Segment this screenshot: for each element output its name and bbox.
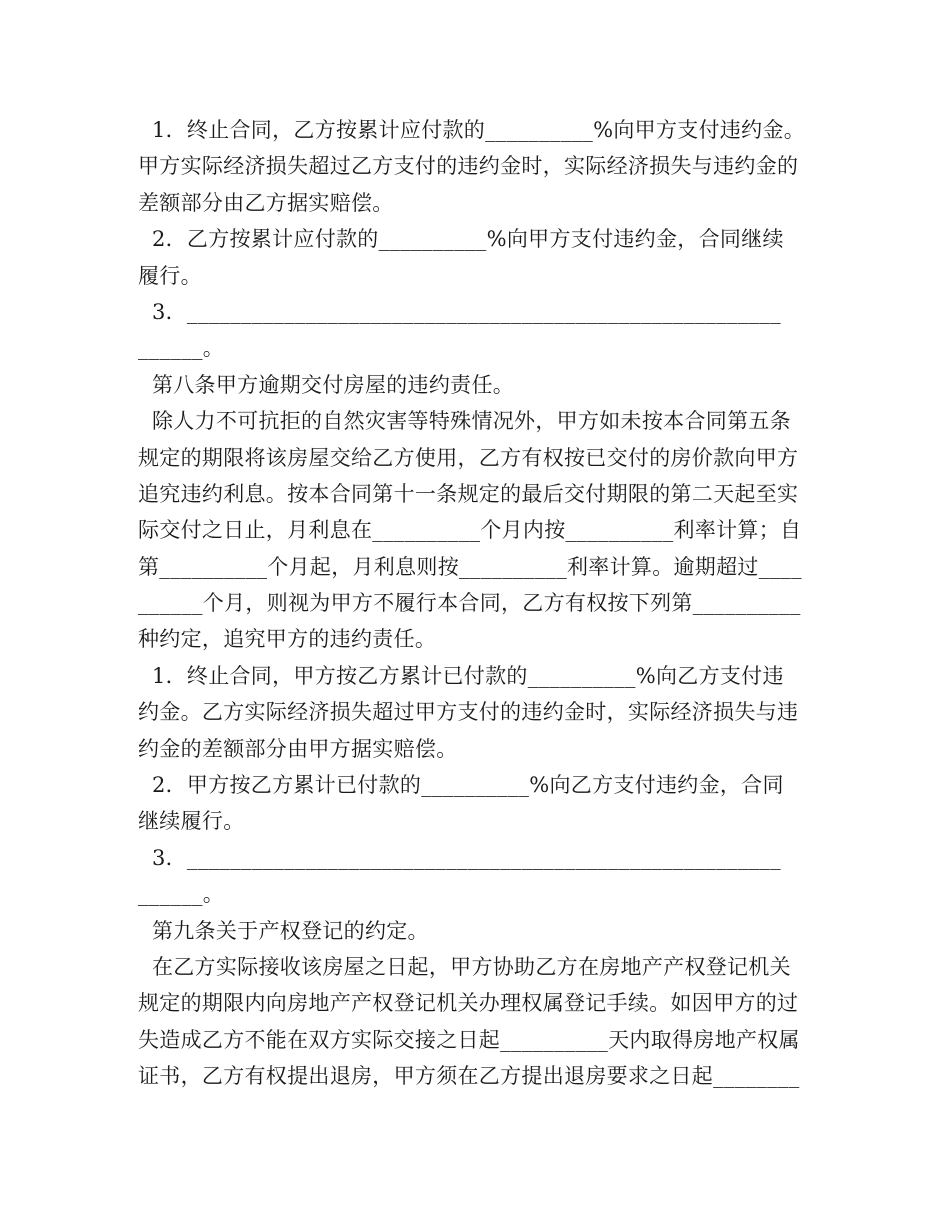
text-line: 履行。 (138, 263, 202, 288)
text-line: 3．_______________________________________________________ (138, 845, 781, 870)
text-line: 际交付之日止，月利息在__________个月内按__________利率计算；自 (138, 518, 802, 543)
text-line: 差额部分由乙方据实赔偿。 (138, 190, 394, 215)
text-line: ______。 (138, 336, 225, 361)
text-line: 约金的差额部分由甲方据实赔偿。 (138, 736, 458, 761)
text-line: 甲方实际经济损失超过乙方支付的违约金时，实际经济损失与违约金的 (138, 154, 799, 179)
text-line: 除人力不可抗拒的自然灾害等特殊情况外，甲方如未按本合同第五条 (138, 409, 791, 434)
document-body (138, 112, 814, 1095)
text-line: 3．_______________________________________________________ (138, 299, 781, 324)
text-line: 失造成乙方不能在双方实际交接之日起__________天内取得房地产权属 (138, 1027, 800, 1052)
text-line: 1．终止合同，甲方按乙方累计已付款的__________%向乙方支付违 (138, 663, 784, 688)
text-line: 规定的期限将该房屋交给乙方使用，乙方有权按已交付的房价款向甲方 (138, 445, 799, 470)
text-line: 证书，乙方有权提出退房，甲方须在乙方提出退房要求之日起________ (138, 1064, 800, 1089)
text-line: 2．甲方按乙方累计已付款的__________%向乙方支付违约金，合同 (138, 773, 784, 798)
section-heading: 第八条甲方逾期交付房屋的违约责任。 (138, 372, 515, 397)
text-line: 第__________个月起，月利息则按__________利率计算。逾期超过____ (138, 554, 802, 579)
text-line: 1．终止合同，乙方按累计应付款的__________%向甲方支付违约金。 (138, 118, 806, 142)
text-line: 规定的期限内向房地产产权登记机关办理权属登记手续。如因甲方的过 (138, 991, 799, 1016)
text-line: 追究违约利息。按本合同第十一条规定的最后交付期限的第二天起至实 (138, 481, 799, 506)
text-line: 约金。乙方实际经济损失超过甲方支付的违约金时，实际经济损失与违 (138, 700, 799, 725)
text-line: 在乙方实际接收该房屋之日起，甲方协助乙方在房地产产权登记机关 (138, 954, 791, 979)
text-line: 2．乙方按累计应付款的__________%向甲方支付违约金，合同继续 (138, 227, 784, 252)
text-line: 继续履行。 (138, 809, 245, 834)
text-line: 种约定，追究甲方的违约责任。 (138, 627, 437, 652)
section-heading: 第九条关于产权登记的约定。 (138, 918, 429, 943)
text-line: ______。 (138, 882, 225, 907)
text-line: ______个月，则视为甲方不履行本合同，乙方有权按下列第__________ (138, 591, 801, 616)
